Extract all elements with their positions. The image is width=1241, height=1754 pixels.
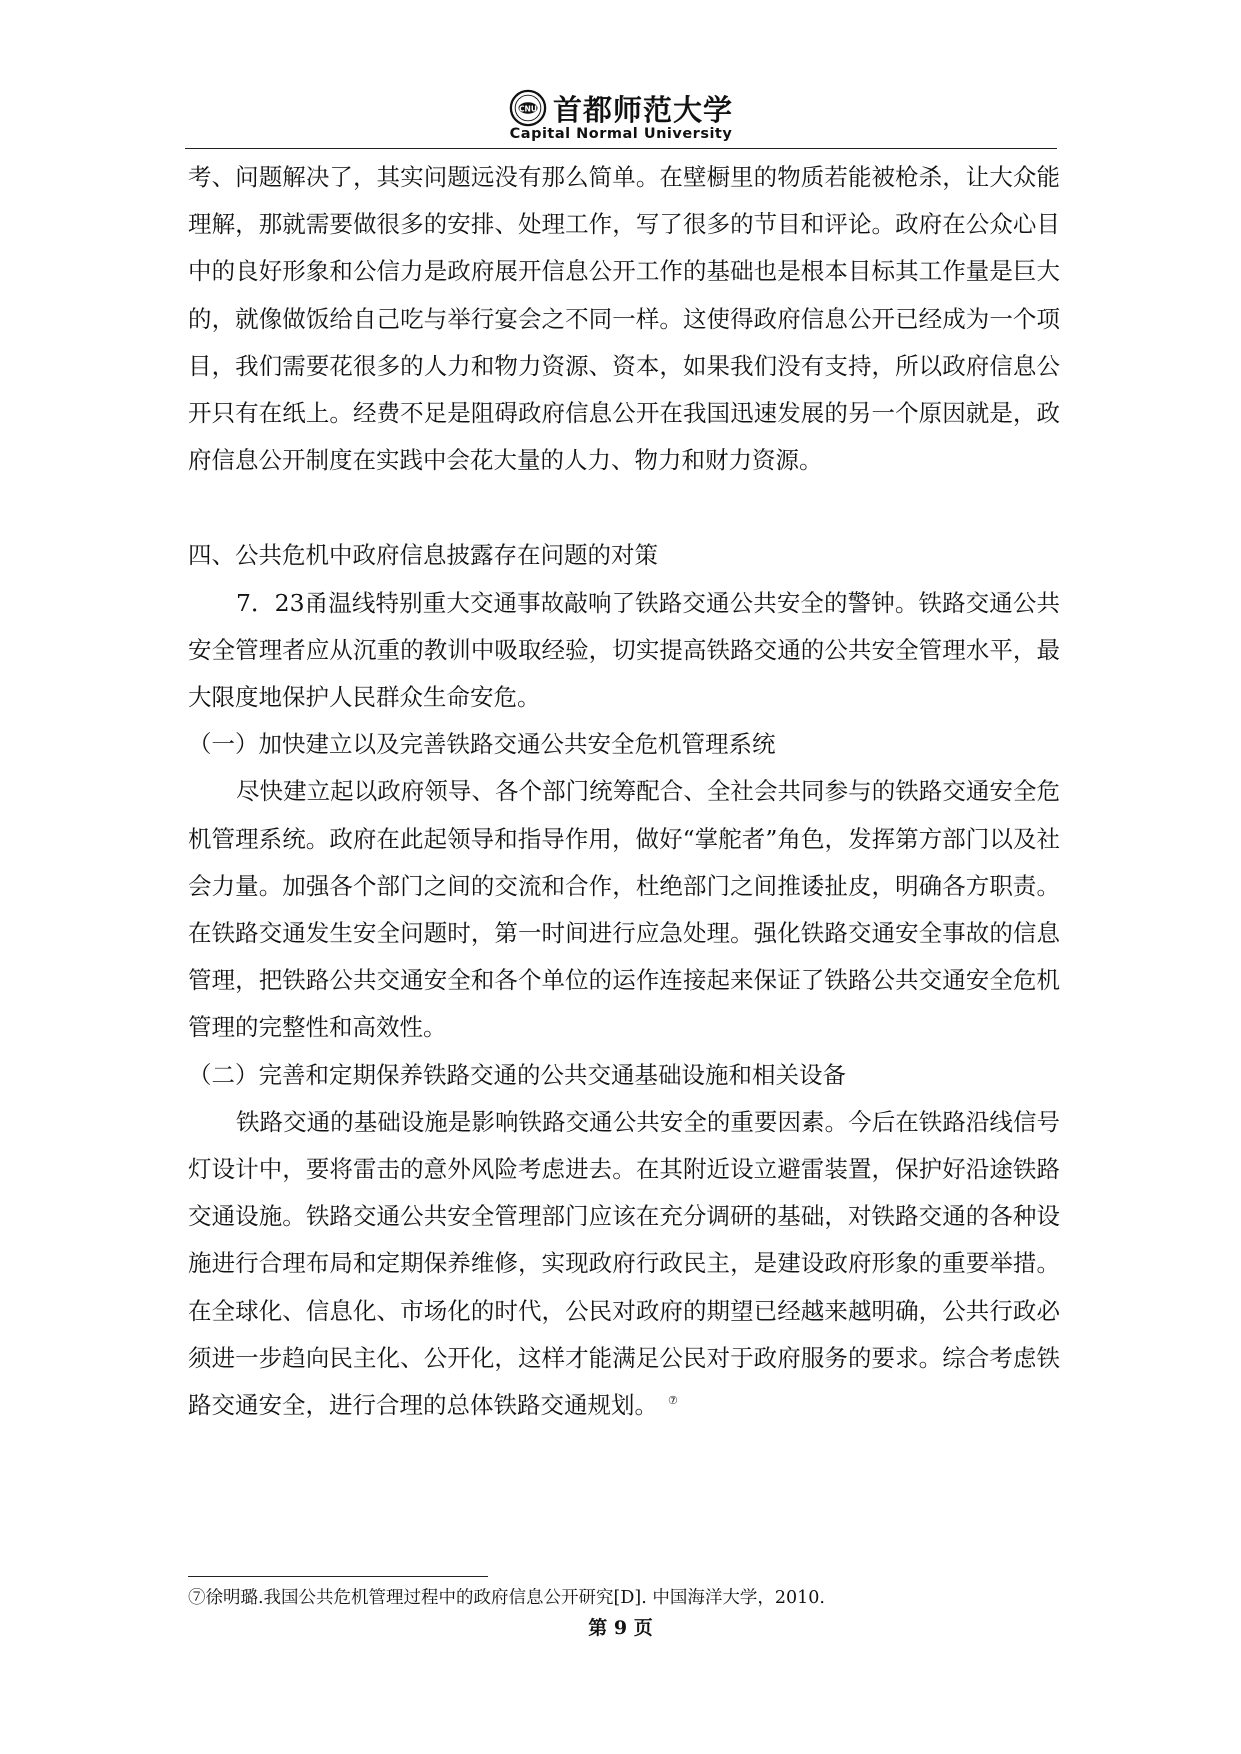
university-name-en: Capital Normal University: [509, 126, 733, 142]
paragraph-crisis-system: 尽快建立起以政府领导、各个部门统筹配合、全社会共同参与的铁路交通安全危机管理系统。政府在此起领导和指导作用，做好“掌舵者”角色，发挥第方部门以及社会力量。加强各个部门之间的交流和合作，杜绝部门之间推诿扯皮，明确各方职责。在铁路交通发生安全问题时，第一时间进行应急处理。强化铁路交通安全事故的信息管理，把铁路公共交通安全和各个单位的运作连接起来保证了铁路公共交通安全危机管理的完整性和高效性。: [188, 777, 1060, 1042]
paragraph-continuation: 考、问题解决了，其实问题远没有那么简单。在壁橱里的物质若能被枪杀，让大众能理解，那就需要做很多的安排、处理工作，写了很多的节目和评论。政府在公众心目中的良好形象和公信力是政府展开信息公开工作的基础也是根本目标其工作量是巨大的，就像做饭给自己吃与举行宴会之不同一样。这使得政府信息公开已经成为一个项目，我们需要花很多的人力和物力资源、资本，如果我们没有支持，所以政府信息公开只有在纸上。经费不足是阻碍政府信息公开在我国迅速发展的另一个原因就是，政府信息公开制度在实践中会花大量的人力、物力和财力资源。: [188, 163, 1060, 475]
paragraph-infrastructure-text: 铁路交通的基础设施是影响铁路交通公共安全的重要因素。今后在铁路沿线信号灯设计中，要将雷击的意外风险考虑进去。在其附近设立避雷装置，保护好沿途铁路交通设施。铁路交通公共安全管理部门应该在充分调研的基础，对铁路交通的各种设施进行合理布局和定期保养维修，实现政府行政民主，是建设政府形象的重要举措。在全球化、信息化、市场化的时代，公民对政府的期望已经越来越明确，公共行政必须进一步趋向民主化、公开化，这样才能满足公民对于政府服务的要求。综合考虑铁路交通安全，进行合理的总体铁路交通规划。: [188, 1107, 1060, 1420]
page-number: 第 9 页: [588, 1617, 653, 1639]
footnote-divider: [188, 1576, 488, 1577]
header-divider: [185, 148, 1057, 149]
university-seal-icon: [509, 89, 547, 127]
footnote: ⑦徐明璐.我国公共危机管理过程中的政府信息公开研究[D]. 中国海洋大学，2010.: [188, 1588, 825, 1608]
body-text: [188, 154, 1060, 1429]
university-name-cn: 首都师范大学: [552, 92, 733, 127]
page-header: [185, 88, 1057, 150]
university-logo: [185, 88, 1057, 128]
svg-text:CNU: CNU: [518, 104, 538, 114]
section-spacer: [188, 484, 1060, 532]
paragraph-infrastructure: [188, 1099, 1060, 1429]
section-heading: 四、公共危机中政府信息披露存在问题的对策: [188, 541, 658, 570]
subsection-heading-2: （二）完善和定期保养铁路交通的公共交通基础设施和相关设备: [188, 1060, 846, 1089]
footnote-reference[interactable]: ⑦: [668, 1394, 678, 1408]
paragraph-accident: 7．23甬温线特别重大交通事故敲响了铁路交通公共安全的警钟。铁路交通公共安全管理者应从沉重的教训中吸取经验，切实提高铁路交通的公共安全管理水平，最大限度地保护人民群众生命安危。: [188, 588, 1060, 712]
subsection-heading-1: （一）加快建立以及完善铁路交通公共安全危机管理系统: [188, 730, 776, 759]
